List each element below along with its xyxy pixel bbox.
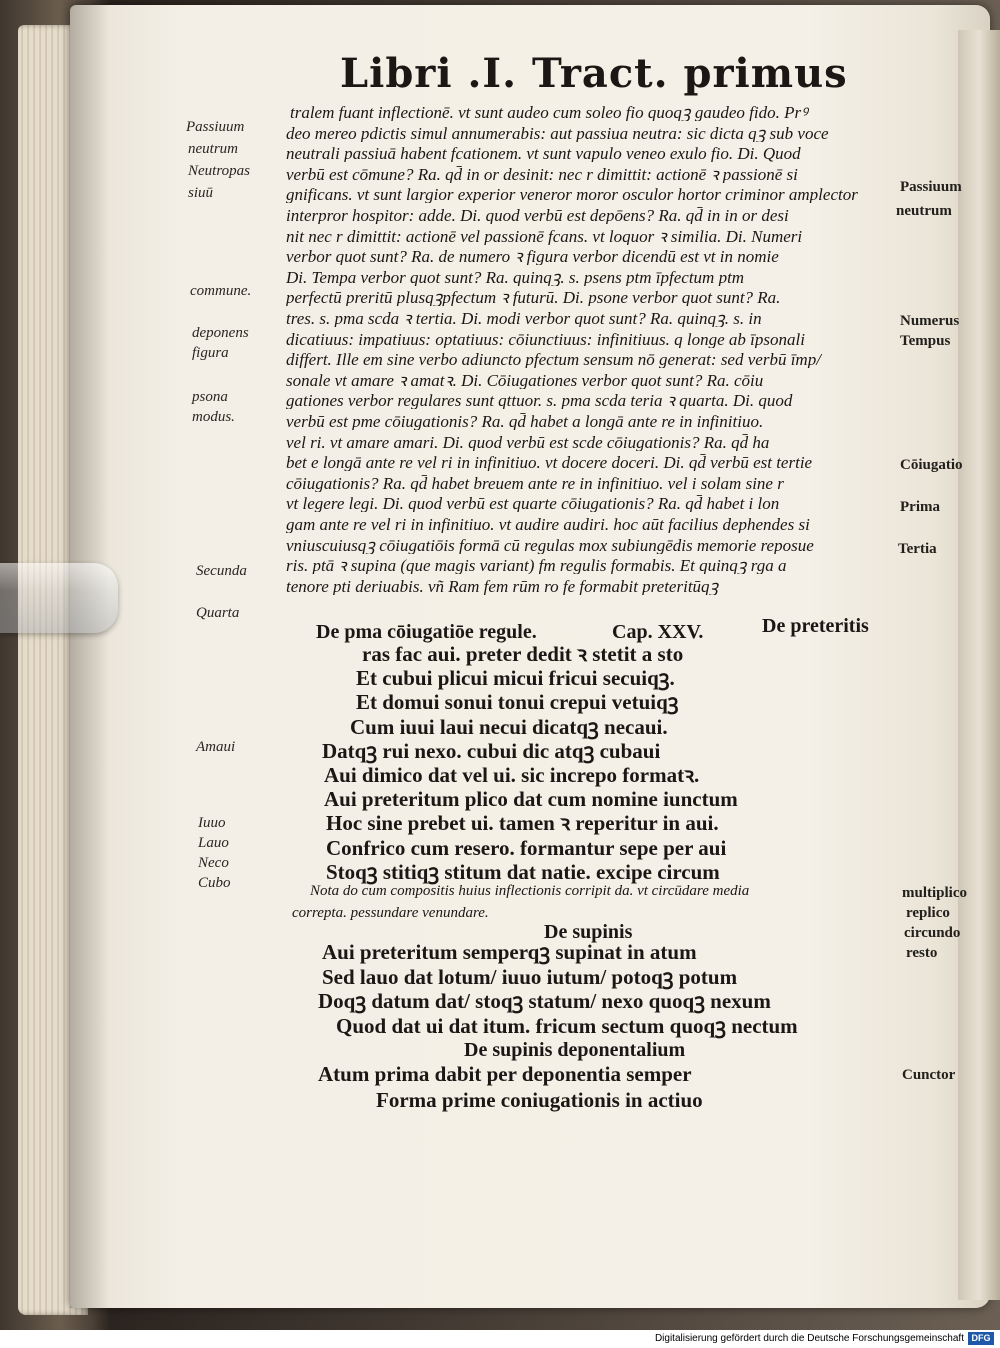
verse-line: Stoqꝫ stitiqꝫ stitum dat natie. excipe circum [326,859,720,884]
body-text-line: sonale vt amare ꝛ amatꝛ. Di. Cōiugationes verbor quot sunt? Ra. cōiu [286,371,764,389]
margin-note: multiplico [902,885,968,901]
chapter-number: Cap. XXV. [612,621,704,643]
nota-line: correpta. pessundare venundare. [292,905,489,921]
margin-note: Secunda [196,563,247,579]
margin-note: Amaui [196,739,236,755]
body-text-line: gam ante re vel ri in infinitiuo. vt audire audiri. hoc aūt facilius dephendes si [286,516,810,533]
body-text-line: Di. Tempa verbor quot sunt? Ra. quinqꝫ. s. psens ptm īpfectum ptm [286,268,745,286]
verse-line: Aui preteritum plico dat cum nomine iunctum [324,787,738,812]
body-text-line: tralem fuant inflectionē. vt sunt audeo cum soleo fio quoqꝫ gaudeo fido. Prꝰ [290,104,808,121]
body-text-line: differt. Ille em sine verbo adiuncto pfectum sensum nō generat: sed verbū īmp/ [286,351,821,369]
body-text-line: bet e longā ante re vel ri in infinitiuo. vt docere doceri. Di. qd̄ verbū est tertie [286,454,813,472]
margin-note: modus. [192,409,235,425]
margin-note: Cōiugatio [900,457,963,473]
margin-note: Iuuo [198,815,226,831]
margin-note: neutrum [896,203,952,219]
margin-note: Cunctor [902,1067,956,1083]
margin-note: Tempus [900,333,951,349]
margin-note: Cubo [198,875,231,891]
margin-note: circundo [904,925,961,941]
footer-text: Digitalisierung gefördert durch die Deutsche Forschungsgemeinschaft [654,1333,964,1344]
body-text-line: verbū est cōmune? Ra. qd̄ in or desinit: nec r dimittit: actionē ꝛ passionē si [286,165,798,183]
footer-bar [0,1330,1000,1348]
supinis-line: Aui preteritum semperqꝫ supinat in atum [322,940,697,964]
margin-note: Passiuum [186,119,245,135]
verse-line: Datqꝫ rui nexo. cubui dic atqꝫ cubaui [322,738,661,763]
margin-note: Passiuum [900,179,962,195]
body-text-line: vt legere legi. Di. quod verbū est quarte cōiugationis? Ra. qd̄ habet i lon [286,495,780,513]
verse-line: ras fac aui. preter dedit ꝛ stetit a sto [362,642,684,666]
margin-note: Tertia [898,541,937,557]
supinis-line: Doqꝫ datum dat/ stoqꝫ statum/ nexo quoqꝫ nexum [318,989,771,1013]
nota-line: Nota do cum compositis huius inflectionis corripit da. vt circūdare media [310,883,750,899]
body-text-line: dicatiuus: impatiuus: optatiuus: cōiunctiuus: infinitiuus. q longe ab īpsonali [286,330,805,348]
running-title: Libri .I. Tract. primus [340,50,848,97]
glass-weight [0,563,118,633]
margin-note: Neco [198,855,229,871]
chapter-heading-left: De pma cōiugatiōe regule. [316,621,537,643]
margin-note: commune. [190,283,252,299]
body-text-line: cōiugationis? Ra. qd̄ habet breuem ante re in infinitiuo. vel i solam sine r [286,474,784,492]
body-text-line: interpror hospitor: adde. Di. quod verbū est depōens? Ra. qd̄ in in or desi [286,207,789,224]
body-text-line: nit nec r dimittit: actionē vel passionē fcans. vt loquor ꝛ similia. Di. Numeri [286,227,803,245]
chapter-heading-right: De preteritis [762,615,869,637]
body-text-line: ris. ptā ꝛ supina (que magis variant) fm regulis formabis. Et quinqꝫ rga a [286,557,787,575]
body-text-line: verbor quot sunt? Ra. de numero ꝛ figura verbor dicendū est vt in nomie [286,248,779,266]
verse-line: Cum iuui laui necui dicatqꝫ necaui. [350,714,668,739]
margin-note: Neutropas [188,163,250,179]
verse-line: Et domui sonui tonui crepui vetuiqꝫ [356,690,679,715]
body-text-line: perfectū preritū plusqꝫpfectum ꝛ futurū. Di. psone verbor quot sunt? Ra. [286,289,781,307]
margin-note: figura [192,345,229,361]
margin-note: Quarta [196,605,240,621]
verse-line: Et cubui plicui micui fricui secuiqꝫ. [356,666,675,691]
body-text-line: deo mereo pdictis simul annumerabis: aut passiua neutra: sic dicta qꝫ sub voce [286,124,829,142]
supinis-line: Quod dat ui dat itum. fricum sectum quoqꝫ nectum [336,1013,798,1038]
verse-line: Confrico cum resero. formantur sepe per aui [326,835,727,860]
body-text-line: gationes verbor regulares sunt qttuor. s. pma scda teria ꝛ quarta. Di. quod [286,392,793,410]
dfg-logo: DFG [968,1332,994,1345]
margin-note: siuū [188,185,214,201]
margin-note: Lauo [198,835,229,851]
facing-page-edge [958,30,1000,1300]
margin-note: Numerus [900,313,960,329]
margin-note: neutrum [188,141,238,157]
deponent-verse: Atum prima dabit per deponentia semper [318,1062,692,1086]
supinis-heading: De supinis [544,921,633,943]
forma-line: Forma prime coniugationis in actiuo [376,1088,703,1112]
body-text-line: neutrali passiuā habent fcationem. vt sunt vapulo veneo exulo fio. Di. Quod [286,145,801,163]
body-text-line: tres. s. pma scda ꝛ tertia. Di. modi verbor quot sunt? Ra. quinqꝫ. s. in [286,310,762,327]
verse-line: Aui dimico dat vel ui. sic increpo formatꝛ. [324,763,700,787]
margin-note: replico [906,905,950,921]
body-text-line: verbū est pme cōiugationis? Ra. qd̄ habet a longā ante re in infinitiuo. [286,413,764,430]
body-text-line: vniuscuiusqꝫ cōiugatiōis formā cū regulas mox subiungēdis memorie reposue [286,536,814,554]
deponent-heading: De supinis deponentalium [464,1039,686,1061]
body-text-line: vel ri. vt amare amari. Di. quod verbū est scde cōiugationis? Ra. qd̄ ha [286,433,770,451]
verse-line: Hoc sine prebet ui. tamen ꝛ reperitur in aui. [326,811,719,836]
margin-note: resto [906,945,938,961]
margin-note: psona [192,389,228,405]
body-text-line: tenore pti deriuabis. vñ Ram fem rūm ro fe formabit preteritūqꝫ [286,577,719,595]
gutter-shadow [70,5,110,1308]
supinis-line: Sed lauo dat lotum/ iuuo iutum/ potoqꝫ potum [322,964,738,989]
margin-note: Prima [900,499,940,515]
margin-note: deponens [192,325,249,341]
body-text-line: gnificans. vt sunt largior experior veneror moror osculor hortor criminor amplector [286,186,858,204]
